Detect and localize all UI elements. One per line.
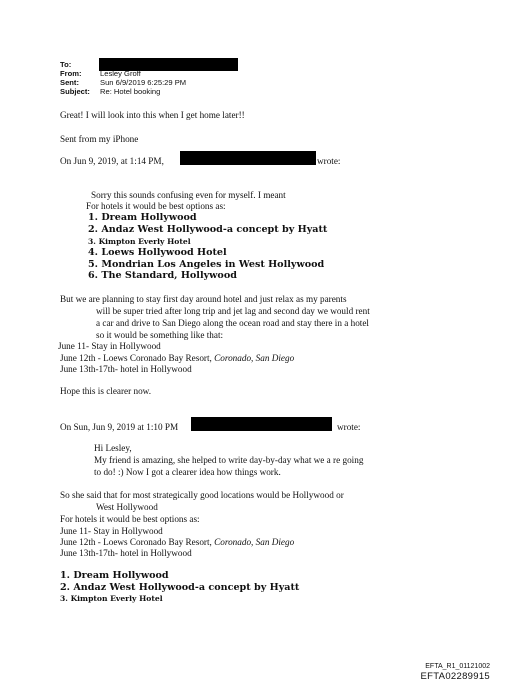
quote2-hotel-2: 2. Andaz West Hollywood-a concept by Hyatt xyxy=(60,582,300,593)
quote1-intro-suffix: wrote: xyxy=(317,156,341,166)
subject-label: Subject: xyxy=(60,87,90,96)
quote1-para-line4: so it would be something like that: xyxy=(96,330,224,340)
quote2-intro-suffix: wrote: xyxy=(337,422,361,432)
quote1-plan-2 xyxy=(60,353,294,364)
quote2-para2: West Hollywood xyxy=(96,502,158,512)
quote1-plan-2-location: Coronado, San Diego xyxy=(214,353,295,363)
quote2-para3: For hotels it would be best options as: xyxy=(60,514,200,524)
quote1-plan-2-text: June 12th - Loews Coronado Bay Resort, xyxy=(60,353,215,363)
to-label: To: xyxy=(60,60,72,69)
quote1-hotel-3: 3. Kimpton Everly Hotel xyxy=(88,237,191,246)
quote2-hotel-1: 1. Dream Hollywood xyxy=(60,570,169,581)
quote2-line2: to do! :) Now I got a clearer idea how things work. xyxy=(94,467,281,477)
quote1-hotel-1: 1. Dream Hollywood xyxy=(88,212,197,223)
quote2-para1: So she said that for most strategically good locations would be Hollywood or xyxy=(60,490,344,500)
footer-ref-1: EFTA_R1_01121002 xyxy=(425,663,490,670)
quote1-hotel-2: 2. Andaz West Hollywood-a concept by Hyatt xyxy=(88,224,328,235)
quote1-intro: On Jun 9, 2019, at 1:14 PM, xyxy=(60,156,164,166)
reply-signature: Sent from my iPhone xyxy=(60,134,139,144)
quote2-plan-3: June 13th-17th- hotel in Hollywood xyxy=(60,548,192,558)
redacted-sender-1 xyxy=(180,151,316,165)
sent-label: Sent: xyxy=(60,78,79,87)
sent-value: Sun 6/9/2019 6:25:29 PM xyxy=(100,78,187,87)
quote1-plan-1: June 11- Stay in Hollywood xyxy=(58,341,161,351)
redacted-sender-2 xyxy=(191,417,332,431)
quote2-line1: My friend is amazing, she helped to write day-by-day what we a re going xyxy=(94,455,364,465)
quote1-para-line2: will be super tried after long trip and jet lag and second day we would rent xyxy=(96,306,370,316)
quote1-closing: Hope this is clearer now. xyxy=(60,386,151,396)
footer-ref-2: EFTA02289915 xyxy=(420,671,490,682)
from-value: Lesley Groff xyxy=(100,69,141,78)
quote1-hotel-6: 6. The Standard, Hollywood xyxy=(88,270,237,281)
quote2-greeting: Hi Lesley, xyxy=(94,443,132,453)
from-label: From: xyxy=(60,69,82,78)
quote2-hotel-3: 3. Kimpton Everly Hotel xyxy=(60,594,163,603)
quote1-plan-3: June 13th-17th- hotel in Hollywood xyxy=(60,364,192,374)
quote2-plan-2 xyxy=(60,537,294,548)
subject-value: Re: Hotel booking xyxy=(100,87,161,96)
quote1-para-line1: But we are planning to stay first day around hotel and just relax as my parents xyxy=(60,294,347,304)
reply-text: Great! I will look into this when I get home later!! xyxy=(60,110,245,120)
quote2-plan-1: June 11- Stay in Hollywood xyxy=(60,526,163,536)
quote1-hotel-5: 5. Mondrian Los Angeles in West Hollywood xyxy=(88,259,325,270)
quote1-line2: For hotels it would be best options as: xyxy=(86,201,226,211)
quote2-plan-2-text: June 12th - Loews Coronado Bay Resort, xyxy=(60,537,215,547)
quote2-plan-2-location: Coronado, San Diego xyxy=(214,537,295,547)
quote1-para-line3: a car and drive to San Diego along the ocean road and stay there in a hotel xyxy=(96,318,369,328)
quote1-hotel-4: 4. Loews Hollywood Hotel xyxy=(88,247,227,258)
quote2-intro: On Sun, Jun 9, 2019 at 1:10 PM xyxy=(60,422,179,432)
quote1-line1: Sorry this sounds confusing even for myself. I meant xyxy=(91,190,286,200)
